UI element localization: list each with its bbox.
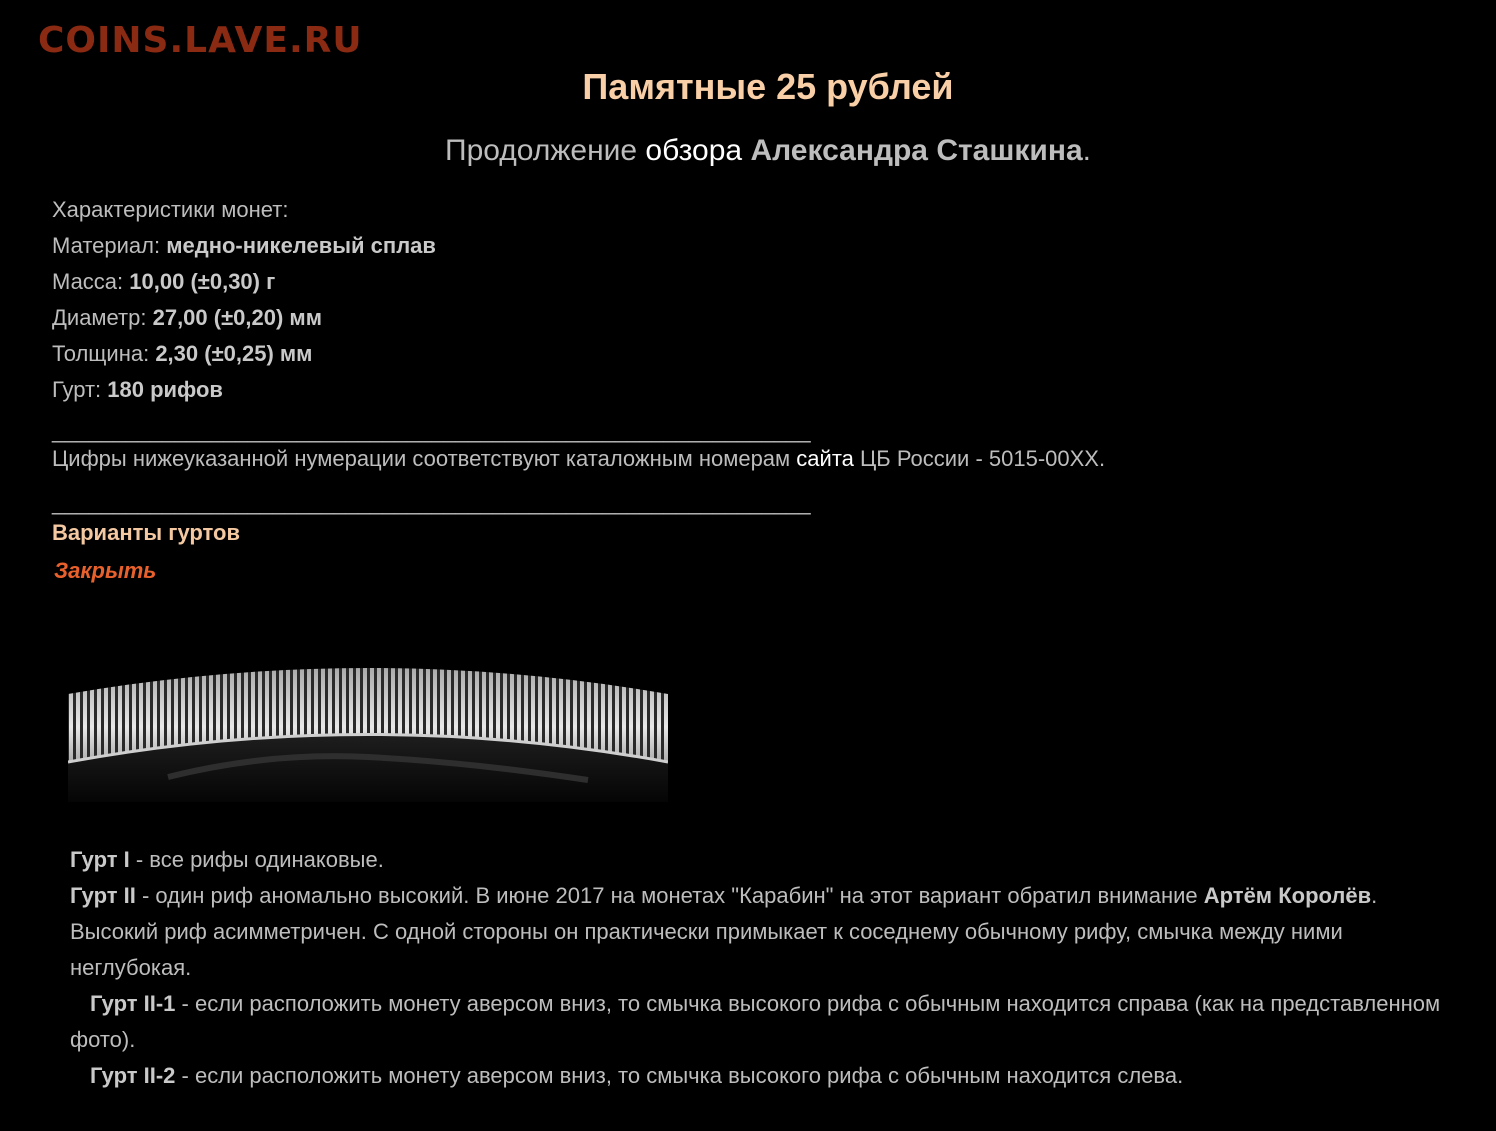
cbr-site-link[interactable]: сайта (796, 446, 854, 471)
subtitle-prefix: Продолжение (445, 134, 646, 167)
variants-heading: Варианты гуртов (52, 520, 240, 545)
catalog-note: Цифры нижеуказанной нумерации соответствуют каталожным номерам сайта ЦБ России - 5015-00ХХ. (52, 446, 1106, 471)
close-link[interactable]: Закрыть (54, 558, 157, 583)
author-name: Александра Сташкина (750, 134, 1083, 167)
spec-material: Материал: медно-никелевый сплав (52, 233, 436, 258)
spec-mass: Масса: 10,00 (±0,30) г (52, 269, 276, 294)
coin-edge-photo (68, 652, 668, 802)
variant-g2: Гурт II - один риф аномально высокий. В июне 2017 на монетах "Карабин" на этот вариант обратил внимание Артём Королёв. Высокий риф асимметричен. С одной стороны он практически примыкает к соседнему обычному рифу, смычка между ними неглубокая. (70, 883, 1378, 980)
variant-g2-1: Гурт II-1 - если расположить монету аверсом вниз, то смычка высокого рифа с обычным находится справа (как на представленном фото). (70, 991, 1441, 1052)
subtitle-suffix: . (1082, 134, 1091, 167)
edge-variants-description (70, 842, 1460, 1094)
page-title: Памятные 25 рублей (582, 66, 954, 107)
page-subtitle (0, 134, 1496, 168)
divider-bottom: ______________________________________________________________ (52, 490, 811, 515)
spec-diameter: Диаметр: 27,00 (±0,20) мм (52, 305, 322, 330)
site-logo[interactable]: COINS.LAVE.RU (38, 20, 363, 61)
coin-specs (52, 192, 436, 408)
specs-heading: Характеристики монет: (52, 197, 289, 222)
divider-top: ______________________________________________________________ (52, 418, 811, 443)
spec-edge: Гурт: 180 рифов (52, 377, 223, 402)
variant-g2-2: Гурт II-2 - если расположить монету аверсом вниз, то смычка высокого рифа с обычным находится слева. (90, 1063, 1184, 1088)
review-link[interactable]: обзора (645, 134, 743, 167)
variant-g1: Гурт I - все рифы одинаковые. (70, 847, 384, 872)
coin-edge-image (68, 652, 668, 802)
spec-thickness: Толщина: 2,30 (±0,25) мм (52, 341, 313, 366)
